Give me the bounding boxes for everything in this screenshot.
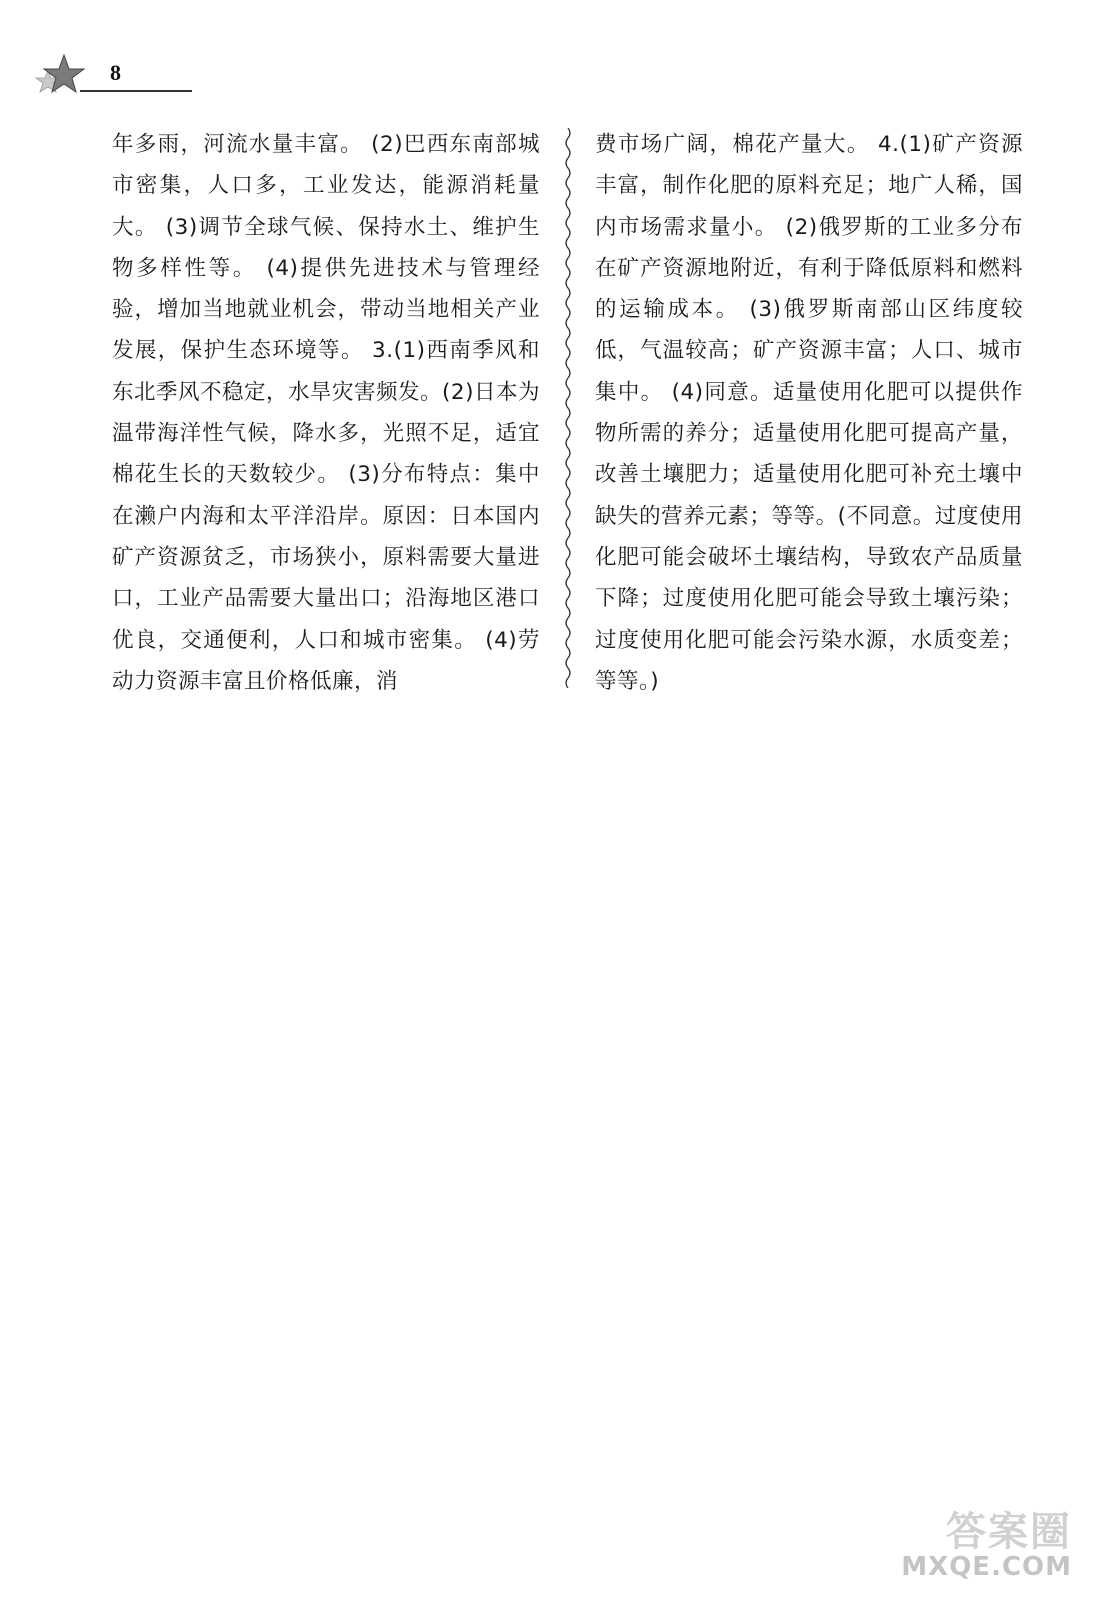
stars-icon: [30, 52, 90, 102]
watermark: [898, 1500, 1078, 1590]
header-rule: [80, 90, 192, 92]
wavy-column-divider: [558, 128, 578, 688]
page-header: [30, 52, 170, 102]
right-column-text: 费市场广阔，棉花产量大。 4.(1)矿产资源丰富，制作化肥的原料充足；地广人稀，国内市场需求量小。 (2)俄罗斯的工业多分布在矿产资源地附近，有利于降低原料和燃料的运输成本。 (3)俄罗斯南部山区纬度较低，气温较高；矿产资源丰富；人口、城市集中。 (4)同意。适量使用化肥可以提供作物所需的养分；适量使用化肥可提高产量，改善土壤肥力；适量使用化肥可补充土壤中缺失的营养元素；等等。(不同意。过度使用化肥可能会破坏土壤结构，导致农产品质量下降；过度使用化肥可能会导致土壤污染；过度使用化肥可能会污染水源，水质变差；等等。): [595, 132, 1023, 694]
left-column-text: 年多雨，河流水量丰富。 (2)巴西东南部城市密集，人口多，工业发达，能源消耗量大。 (3)调节全球气候、保持水土、维护生物多样性等。 (4)提供先进技术与管理经验，增加当地就业机会，带动当地相关产业发展，保护生态环境等。 3.(1)西南季风和东北季风不稳定，水旱灾害频发。(2)日本为温带海洋性气候，降水多，光照不足，适宜棉花生长的天数较少。 (3)分布特点：集中在濑户内海和太平洋沿岸。原因：日本国内矿产资源贫乏，市场狭小，原料需要大量进口，工业产品需要大量出口；沿海地区港口优良，交通便利，人口和城市密集。 (4)劳动力资源丰富且价格低廉，消: [112, 132, 540, 694]
watermark-logo-text: 答案圈: [946, 1509, 1072, 1555]
watermark-url: MXQE.COM: [901, 1552, 1072, 1582]
page-number: 8: [110, 60, 121, 85]
